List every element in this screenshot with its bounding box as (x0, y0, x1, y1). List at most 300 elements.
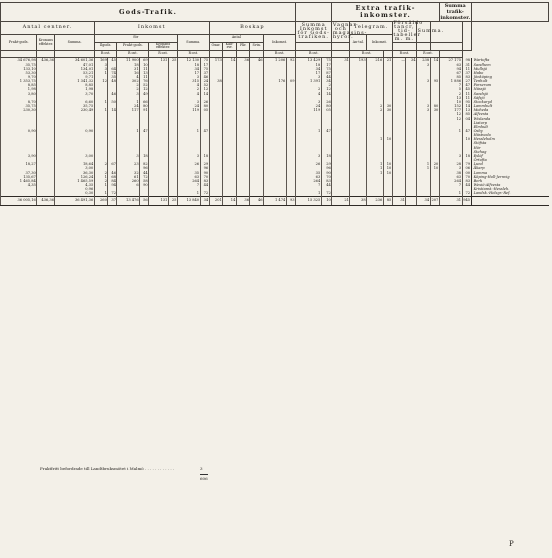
station-name: Hör (471, 146, 548, 150)
table-cell: 26 (200, 100, 209, 104)
table-cell: 35 (177, 171, 200, 175)
total-cell: 93 (286, 196, 295, 205)
station-name: Stöfsta (471, 141, 548, 145)
total-cell: 260 (94, 196, 108, 205)
summa-inkomst-gods-header: Summa Inkomst för Gods-trafiken. (296, 22, 332, 43)
table-cell: 7 (439, 83, 462, 87)
table-cell: 14 (430, 58, 439, 63)
table-cell: 264 (177, 179, 200, 183)
total-cell: 34 (417, 196, 431, 205)
table-cell: 52 (140, 83, 149, 87)
table-cell: 7 (296, 183, 322, 187)
table-cell: 38 (209, 79, 223, 83)
table-cell: 04 (462, 117, 471, 121)
table-cell: 44 (140, 171, 149, 175)
boskap-inkomst-header: Inkomst. (264, 35, 296, 51)
table-cell: 13 (140, 71, 149, 75)
table-cell: 1 (296, 129, 322, 133)
table-cell: 70 (200, 175, 209, 179)
table-cell: 44 (200, 183, 209, 187)
table-cell: 35 (108, 75, 117, 79)
table-cell: 1 (296, 191, 322, 196)
station-name: Kristianst.-Hessleh. (471, 187, 548, 191)
ledger-body (1, 58, 549, 205)
table-cell: 18,64 (55, 162, 94, 166)
table-cell: 0,30 (55, 191, 94, 196)
table-cell: 11 900 (117, 58, 140, 63)
unit-label: R:ost. (149, 51, 178, 58)
total-cell: 10 (321, 196, 332, 205)
table-cell: 37 (200, 71, 209, 75)
table-cell: 14 (108, 108, 117, 112)
table-cell: 35,75 (1, 63, 37, 67)
svin-header: Svin. (250, 42, 264, 51)
table-cell: 38 (439, 171, 462, 175)
table-cell: 3,80 (1, 92, 37, 96)
unit-label: R:ost. (94, 51, 117, 58)
table-cell: 96 (200, 166, 209, 170)
table-cell: 83 (462, 179, 471, 183)
table-cell: 32 (117, 171, 140, 175)
table-cell: 2 (321, 83, 332, 87)
table-cell: 30 (430, 108, 439, 112)
total-station-cell (471, 196, 548, 205)
telegram-antal-header: An-tal. (350, 35, 367, 51)
table-cell: 5 (439, 87, 462, 91)
table-cell: 21 (383, 58, 392, 63)
table-cell: 1 (367, 166, 384, 170)
table-cell: 79 (462, 162, 471, 166)
table-cell: 18 (296, 63, 322, 67)
boskap-header: Boskap (209, 22, 295, 35)
table-cell: 13 (462, 108, 471, 112)
table-cell: 09 (286, 79, 295, 83)
table-cell: 76 (140, 79, 149, 83)
table-cell: 0,90 (1, 129, 37, 133)
table-cell: 10 (439, 100, 462, 104)
table-cell: 90 (321, 171, 332, 175)
table-cell: 12 (439, 117, 462, 121)
total-cell: 945 (462, 196, 471, 205)
table-cell: 230,30 (1, 108, 37, 112)
table-cell: 94 (108, 183, 117, 187)
table-cell: 05 (321, 108, 332, 112)
table-cell: 64 (108, 67, 117, 71)
table-cell: 30 (383, 108, 392, 112)
table-cell: 1,98 (55, 87, 94, 91)
table-cell: 75 (321, 58, 332, 63)
table-cell: 11 (140, 75, 149, 79)
table-cell: 2 (367, 108, 384, 112)
station-name: Örtofta (471, 158, 548, 162)
table-cell: 28 (439, 162, 462, 166)
table-cell: 91 (140, 108, 149, 112)
boskap-antal-header: Antal (209, 35, 263, 43)
total-cell: 15 325 (296, 196, 322, 205)
table-cell: 63 (439, 63, 462, 67)
total-cell: 13 840 (177, 196, 200, 205)
table-cell: 1 (417, 162, 431, 166)
table-cell: 68 (108, 175, 117, 179)
table-cell: 83 (200, 179, 209, 183)
table-cell: 13 (439, 96, 462, 100)
table-cell: 315 (177, 79, 200, 83)
table-cell: 95 (430, 79, 439, 83)
table-cell: 18 (462, 154, 471, 158)
table-cell: 3 (94, 63, 108, 67)
table-cell: 2 (94, 171, 108, 175)
total-cell: 14 (223, 196, 237, 205)
table-cell: 05 (200, 108, 209, 112)
table-cell: 10 (140, 63, 149, 67)
table-cell: 4 (177, 83, 200, 87)
table-cell: 2 (367, 104, 384, 108)
table-cell: 90 (200, 171, 209, 175)
table-cell: 30 (383, 104, 392, 108)
table-cell: 70 (462, 175, 471, 179)
antal-centner-header: Antal centner. (1, 22, 95, 35)
table-cell: 34 (321, 79, 332, 83)
table-cell: 4,35 (55, 183, 94, 187)
table-cell: 12 (200, 87, 209, 91)
table-cell: 3 (439, 166, 462, 170)
table-cell: 44 (462, 183, 471, 187)
table-cell: 24 (117, 104, 140, 108)
kalf-header: Kalf-svr. (223, 42, 237, 51)
table-cell: 24 (177, 104, 200, 108)
table-cell: 1 465,84 (1, 179, 37, 183)
station-name: Tenhult (471, 79, 548, 83)
table-cell: 17 (200, 63, 209, 67)
table-cell: 1 (94, 191, 108, 196)
table-cell: 80 (140, 104, 149, 108)
table-cell: 18 (200, 154, 209, 158)
table-cell: 3,00 (55, 154, 94, 158)
total-cell: 13 476 (117, 196, 140, 205)
total-cell: 25 (168, 196, 177, 205)
table-cell: 11 (140, 67, 149, 71)
gods-trafik-header: Gods-Trafik. (1, 3, 296, 22)
total-cell: 34 (200, 196, 209, 205)
table-cell: — (392, 58, 406, 63)
table-cell: 133,10 (1, 67, 37, 71)
table-cell: 117 (117, 108, 140, 112)
table-cell: 27 (462, 79, 471, 83)
table-cell: 18 (321, 154, 332, 158)
table-cell: 48 (108, 79, 117, 83)
total-cell: 31 (439, 196, 462, 205)
table-cell: 173 (209, 58, 223, 63)
total-cell: 56 (140, 196, 149, 205)
table-cell: 1 (417, 166, 431, 170)
station-name: Berk (471, 179, 548, 183)
station-name: Liatorp (471, 121, 548, 125)
table-cell: 176 (264, 79, 287, 83)
table-cell: 31 (462, 63, 471, 67)
table-cell: 1 (439, 129, 462, 133)
table-cell: 14 (223, 58, 237, 63)
table-cell: 3,70 (55, 92, 94, 96)
table-cell: 12 (140, 87, 149, 91)
table-cell: 4 (177, 92, 200, 96)
table-cell: 10 (430, 166, 439, 170)
table-cell: 24 (200, 79, 209, 83)
table-cell: 1 391 (296, 79, 322, 83)
table-cell: 80 (200, 104, 209, 108)
table-cell: 49 (140, 92, 149, 96)
table-cell: 63 (439, 175, 462, 179)
table-cell: 27 175 (439, 58, 462, 63)
table-cell: 72 (108, 191, 117, 196)
table-cell: 0,90 (55, 129, 94, 133)
table-cell: 1 (94, 175, 108, 179)
station-name: Sandhem (471, 63, 548, 67)
table-cell: 1 (94, 108, 108, 112)
table-cell: 26 (321, 100, 332, 104)
table-cell: 7 (177, 183, 200, 187)
table-row (1, 58, 549, 63)
station-name: Hästveda (471, 133, 548, 137)
table-cell: 11 (462, 92, 471, 96)
table-cell: 45 (462, 87, 471, 91)
table-cell: 18 (140, 154, 149, 158)
vagnar-header: Vagnar och magasins-hyror. (332, 22, 350, 43)
table-cell: 119 (177, 108, 200, 112)
table-cell: 1 (367, 137, 384, 141)
table-cell: 193 (350, 58, 367, 63)
total-cell: 1 474 (264, 196, 287, 205)
table-cell: 50 (108, 100, 117, 104)
table-cell: 17 (321, 63, 332, 67)
station-name: Säfsjö (471, 96, 548, 100)
table-cell: 8,85 (1, 83, 37, 87)
table-cell: 3 (296, 154, 322, 158)
table-cell: 35 (296, 171, 322, 175)
table-cell: 3 (417, 104, 431, 108)
station-name: Osby (471, 129, 548, 133)
table-cell: 26 (177, 162, 200, 166)
table-cell: 29 (321, 162, 332, 166)
table-cell: 3 (417, 108, 431, 112)
table-cell: 85 (462, 112, 471, 116)
table-cell: 37,30 (1, 171, 37, 175)
table-cell: 47,01 (55, 63, 94, 67)
table-cell: 75 (321, 67, 332, 71)
table-cell: 72 (321, 191, 332, 196)
table-cell: 31 (117, 67, 140, 71)
table-cell: 264 (439, 179, 462, 183)
table-cell: 126,24 (55, 175, 94, 179)
footnote-sum: 606 (200, 476, 208, 481)
table-cell: 75 (200, 67, 209, 71)
table-cell: 1 (177, 191, 200, 196)
table-cell: 70 (321, 175, 332, 179)
table-cell: 35,75 (55, 104, 94, 108)
table-cell: 169 (94, 58, 108, 63)
table-cell: 45 (108, 58, 117, 63)
unit-label: R:ost. (350, 51, 383, 58)
table-cell: 44 (321, 183, 332, 187)
table-cell: 26 (296, 162, 322, 166)
table-cell: 2 (296, 87, 322, 91)
table-cell: 3 (177, 75, 200, 79)
table-cell: 16 (117, 71, 140, 75)
table-cell: 2 (177, 87, 200, 91)
station-name: Wexiö-Alfvesta (471, 183, 548, 187)
table-cell: 53,21 (55, 71, 94, 75)
telegram-inkomst-header: Inkomst. (367, 35, 393, 51)
table-cell: 1 (117, 129, 140, 133)
extra-inkomster-header: Extra trafik-inkomster. (332, 3, 440, 22)
table-cell: 24 (296, 104, 322, 108)
table-cell: 14 (200, 92, 209, 96)
oxar-header: Oxar. (209, 42, 223, 51)
table-cell: 10 (462, 137, 471, 141)
table-cell: 3 (117, 154, 140, 158)
station-name: Nässjö (471, 87, 548, 91)
unit-label: R:ost. (296, 51, 332, 58)
table-cell: 11 (462, 67, 471, 71)
station-name: Stehag (471, 150, 548, 154)
station-name: Landsk.-Helsgr.-Ref. (471, 191, 548, 196)
table-cell: 2 (439, 92, 462, 96)
table-cell: 67 (439, 71, 462, 75)
table-cell: 47 (462, 129, 471, 133)
station-name: Wislanda (471, 117, 548, 121)
station-name: Stockaryd (471, 100, 548, 104)
table-cell: 8,85 (55, 83, 94, 87)
station-name: Mullsjö (471, 67, 548, 71)
table-cell: 47 (140, 129, 149, 133)
ledger-table (0, 2, 549, 206)
total-cell: 21 (332, 196, 350, 205)
table-cell: 44 (321, 75, 332, 79)
ilgods-header: Ilgods. (94, 42, 117, 51)
table-cell: 2 (117, 83, 140, 87)
table-cell: 12 (321, 87, 332, 91)
table-cell: 10 (383, 171, 392, 175)
table-cell: 13 429 (296, 58, 322, 63)
table-cell: 436,36 (37, 58, 55, 63)
unit-label: R:ost. (264, 51, 296, 58)
table-cell: 92 (286, 58, 295, 63)
total-cell: 207 (430, 196, 439, 205)
station-name: Lammhult (471, 104, 548, 108)
table-cell: 9,71 (55, 75, 94, 79)
table-cell: 14 (462, 104, 471, 108)
table-cell: 3 (177, 100, 200, 104)
total-cell: 36 491,36 (55, 196, 94, 205)
table-cell: 6 (117, 183, 140, 187)
table-cell: 35,75 (1, 104, 37, 108)
table-cell: 87 (321, 71, 332, 75)
table-cell: 23 (117, 162, 140, 166)
table-cell: 83 (462, 75, 471, 79)
station-name: Hessleholm (471, 137, 548, 141)
table-cell: 72 (200, 191, 209, 196)
total-cell: 85 (383, 196, 392, 205)
table-cell: 72 (140, 175, 149, 179)
table-cell: 36 (236, 58, 250, 63)
kronans-header: Kronans effekter. (37, 35, 55, 51)
station-name: Eslöf (471, 154, 548, 158)
for-header: för (94, 35, 177, 43)
table-cell: 10 (383, 137, 392, 141)
table-cell: 18 (177, 63, 200, 67)
station-name: Elmhult (471, 125, 548, 129)
fraktgods-header: Frakt-gods. (1, 35, 37, 51)
table-cell: 47 (321, 129, 332, 133)
table-cell: 3 (417, 79, 431, 83)
table-cell: 1 353,75 (1, 79, 37, 83)
table-cell: 3 (94, 67, 108, 71)
table-cell: 4 (296, 92, 322, 96)
table-cell: 10 (383, 162, 392, 166)
table-cell: 134,01 (55, 67, 94, 71)
table-cell: 4 (117, 75, 140, 79)
table-cell: 67 (108, 162, 117, 166)
table-cell: 230,49 (55, 108, 94, 112)
table-cell: 29 (200, 162, 209, 166)
table-cell: 47 (200, 129, 209, 133)
table-cell: 00 (462, 171, 471, 175)
table-cell: 18,27 (1, 162, 37, 166)
table-cell: 1 (177, 129, 200, 133)
table-cell: 84 (108, 179, 117, 183)
table-cell: 3 (296, 100, 322, 104)
table-cell: 36,30 (55, 171, 94, 175)
total-cell: 36 005,16 (1, 196, 37, 205)
table-cell: 119 (296, 108, 322, 112)
table-cell: 14 (321, 92, 332, 96)
total-row (1, 196, 549, 205)
total-cell: 38 (350, 196, 367, 205)
table-cell: 260 (117, 179, 140, 183)
table-cell: 18 (117, 63, 140, 67)
table-cell: 1 341,32 (55, 79, 94, 83)
total-cell: 131 (149, 196, 169, 205)
station-name: Sandsjö (471, 92, 548, 96)
table-cell: 3,00 (55, 166, 94, 170)
summa-trafik-header: Summa trafik-inkomster. (440, 3, 471, 21)
table-cell: 47 (462, 83, 471, 87)
table-cell: 37 (462, 71, 471, 75)
table-cell: 2 (117, 87, 140, 91)
footnote: Fraktfritt befordrade till Landtbruksmötet i Malmö . . . . . . . . . . . . (40, 466, 175, 471)
table-cell: 46 (108, 171, 117, 175)
station-name: Lomma (471, 171, 548, 175)
footnote-value: 3 (200, 466, 203, 471)
table-cell: 1 886 (439, 79, 462, 83)
table-cell: 17 (296, 71, 322, 75)
table-cell: 264 (296, 179, 322, 183)
total-cell (406, 196, 417, 205)
total-cell: 436,36 (37, 196, 55, 205)
total-cell: 31 (392, 196, 406, 205)
page-letter: P (509, 540, 514, 548)
telegram-header: Telegram. (350, 22, 392, 35)
total-cell: 46 (250, 196, 264, 205)
extra-summa-header: Summa. (417, 22, 431, 43)
table-cell: 3 (417, 63, 431, 67)
table-cell: 302 (117, 79, 140, 83)
table-cell: 0,96 (55, 187, 94, 191)
table-cell: 8,70 (1, 100, 37, 104)
table-cell: 80 (430, 104, 439, 108)
table-cell: 52 (200, 83, 209, 87)
table-cell: 17 (177, 71, 200, 75)
station-name: Åkarp (471, 166, 548, 170)
